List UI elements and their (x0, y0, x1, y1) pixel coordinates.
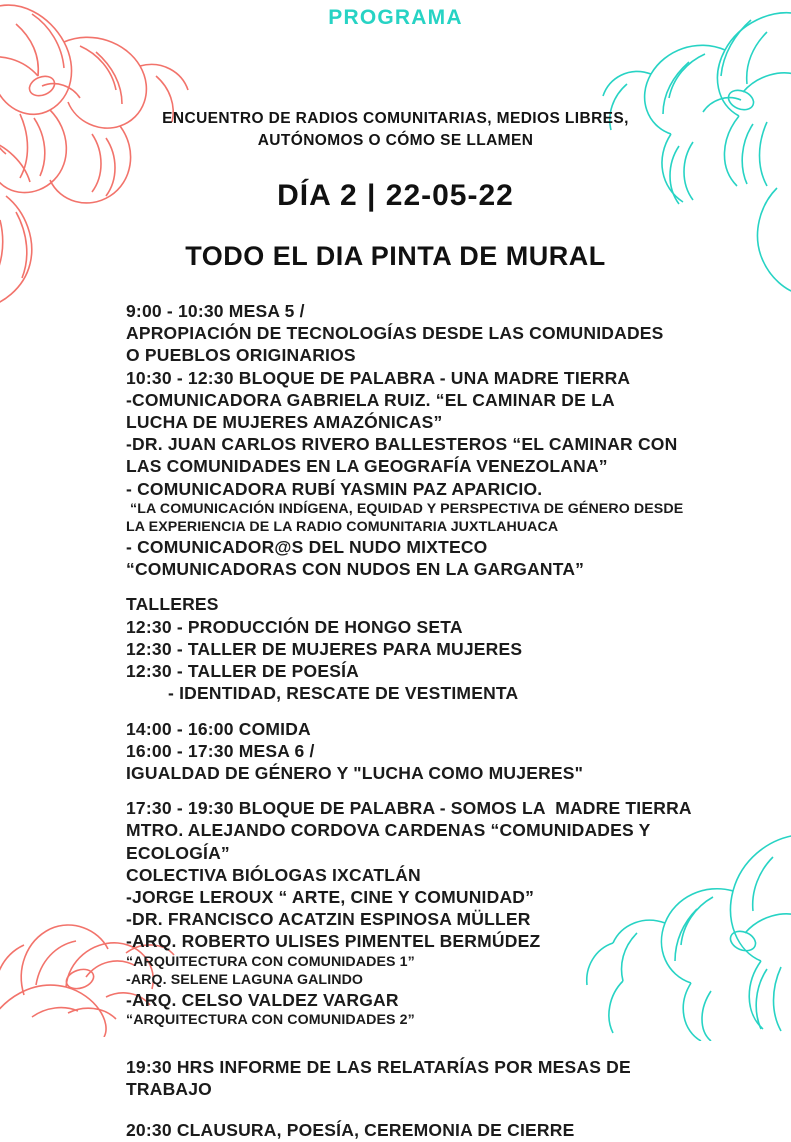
schedule-line: 17:30 - 19:30 BLOQUE DE PALABRA - SOMOS LA MADRE TIERRA (126, 798, 692, 819)
schedule-line: - COMUNICADORA RUBÍ YASMIN PAZ APARICIO. (126, 478, 543, 499)
schedule-line: 9:00 - 10:30 MESA 5 / (126, 300, 305, 321)
schedule-line: - COMUNICADOR@S DEL NUDO MIXTECO (126, 536, 488, 557)
schedule-line: 14:00 - 16:00 COMIDA (126, 718, 311, 739)
event-subtitle (0, 108, 791, 153)
schedule-line: LUCHA DE MUJERES AMAZÓNICAS” (126, 412, 443, 433)
schedule-line: “COMUNICADORAS CON NUDOS EN LA GARGANTA” (126, 559, 585, 580)
schedule-list (0, 300, 791, 1142)
schedule-line: “ARQUITECTURA CON COMUNIDADES 2” (126, 1011, 415, 1028)
schedule-line: APROPIACIÓN DE TECNOLOGÍAS DESDE LAS COMUNIDADES (126, 323, 664, 344)
schedule-line: 16:00 - 17:30 MESA 6 / (126, 740, 315, 761)
schedule-line: LAS COMUNIDADES EN LA GEOGRAFÍA VENEZOLANA” (126, 456, 608, 477)
schedule-line: “LA COMUNICACIÓN INDÍGENA, EQUIDAD Y PERSPECTIVA DE GÉNERO DESDE (126, 500, 684, 517)
schedule-line: -ARQ. CELSO VALDEZ VARGAR (126, 989, 399, 1010)
mural-heading: TODO EL DIA PINTA DE MURAL (185, 240, 606, 271)
schedule-line: 12:30 - TALLER DE POESÍA (126, 661, 359, 682)
schedule-line: 19:30 HRS INFORME DE LAS RELATARÍAS POR MESAS DE (126, 1057, 631, 1077)
schedule-line: -DR. FRANCISCO ACATZIN ESPINOSA MÜLLER (126, 909, 531, 930)
schedule-line: 12:30 - TALLER DE MUJERES PARA MUJERES (126, 638, 523, 659)
schedule-line: -ARQ. ROBERTO ULISES PIMENTEL BERMÚDEZ (126, 931, 541, 952)
schedule-line: IGUALDAD DE GÉNERO Y "LUCHA COMO MUJERES" (126, 762, 584, 783)
schedule-line: “ARQUITECTURA CON COMUNIDADES 1” (126, 953, 415, 970)
schedule-line: - IDENTIDAD, RESCATE DE VESTIMENTA (168, 683, 519, 704)
schedule-line: TALLERES (126, 594, 219, 615)
schedule-line: O PUEBLOS ORIGINARIOS (126, 345, 356, 366)
schedule-line: -DR. JUAN CARLOS RIVERO BALLESTEROS “EL CAMINAR CON (126, 434, 678, 455)
schedule-line: TRABAJO (126, 1079, 212, 1100)
schedule-line: 10:30 - 12:30 BLOQUE DE PALABRA - UNA MADRE TIERRA (126, 367, 631, 388)
schedule-line: 12:30 - PRODUCCIÓN DE HONGO SETA (126, 616, 463, 637)
schedule-line: -COMUNICADORA GABRIELA RUIZ. “EL CAMINAR DE LA (126, 389, 615, 410)
schedule-line: -ARQ. SELENE LAGUNA GALINDO (126, 971, 364, 988)
schedule-line: LA EXPERIENCIA DE LA RADIO COMUNITARIA JUXTLAHUACA (126, 518, 559, 535)
event-subtitle-line-2: AUTÓNOMOS O CÓMO SE LLAMEN (257, 132, 534, 150)
schedule-line: MTRO. ALEJANDO CORDOVA CARDENAS “COMUNIDADES Y ECOLOGÍA” (126, 820, 656, 863)
event-subtitle-line-1: ENCUENTRO DE RADIOS COMUNITARIAS, MEDIOS LIBRES, (162, 110, 629, 127)
schedule-line: -JORGE LEROUX “ ARTE, CINE Y COMUNIDAD” (126, 887, 535, 908)
page-title: PROGRAMA (328, 6, 463, 29)
day-heading: DÍA 2 | 22-05-22 (277, 178, 514, 212)
schedule-line: 20:30 CLAUSURA, POESÍA, CEREMONIA DE CIERRE (126, 1120, 575, 1141)
schedule-line: COLECTIVA BIÓLOGAS IXCATLÁN (126, 864, 421, 885)
